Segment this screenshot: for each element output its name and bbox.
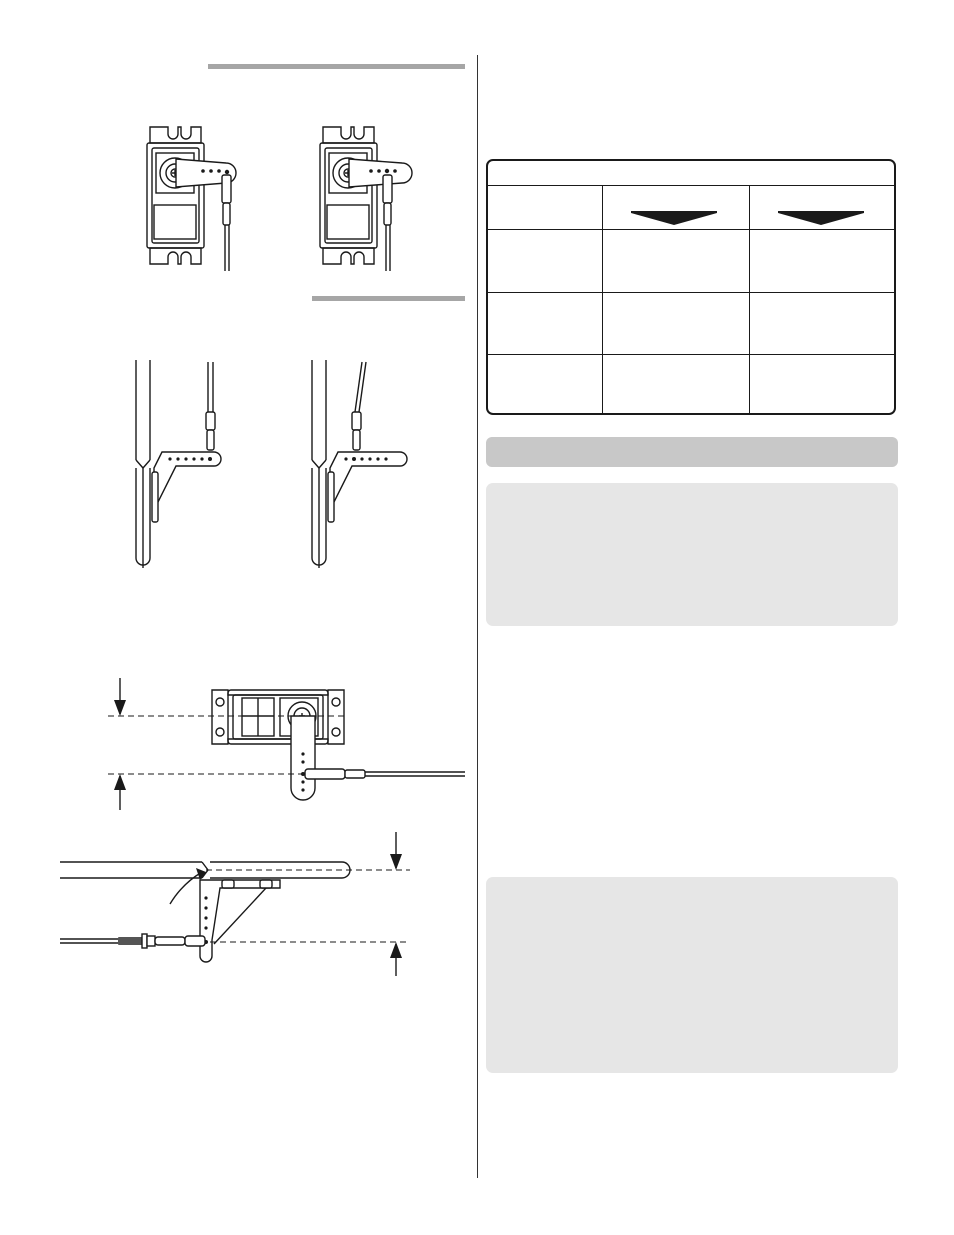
servo-icon <box>147 127 204 264</box>
dimension-arrow-icon <box>390 832 402 976</box>
table-rule <box>488 229 894 230</box>
control-surface-left <box>136 360 221 568</box>
table-rule <box>488 292 894 293</box>
dimension-arrow-icon <box>114 678 126 810</box>
setting-table <box>486 159 896 415</box>
note-box <box>486 877 898 1073</box>
pushrod-icon <box>206 362 215 450</box>
note-box <box>486 483 898 626</box>
control-horn-icon <box>152 452 221 522</box>
table-column-rule <box>749 186 750 413</box>
servo-arm-icon <box>176 159 236 271</box>
pushrod-icon <box>352 362 366 450</box>
control-surface-right <box>312 360 407 568</box>
down-arrow-icon <box>778 213 864 225</box>
pushrod-icon <box>60 934 205 948</box>
table-rule <box>488 185 894 186</box>
pushrod-icon <box>305 769 465 779</box>
control-horn-icon <box>328 452 407 522</box>
servo-side-view <box>212 690 344 800</box>
servo-icon <box>320 127 377 264</box>
servo-arm-icon <box>349 159 412 271</box>
table-column-rule <box>602 186 603 413</box>
control-horn-icon <box>200 880 280 962</box>
down-arrow-icon <box>631 213 717 225</box>
table-rule <box>488 354 894 355</box>
section-heading-bar <box>486 437 898 467</box>
